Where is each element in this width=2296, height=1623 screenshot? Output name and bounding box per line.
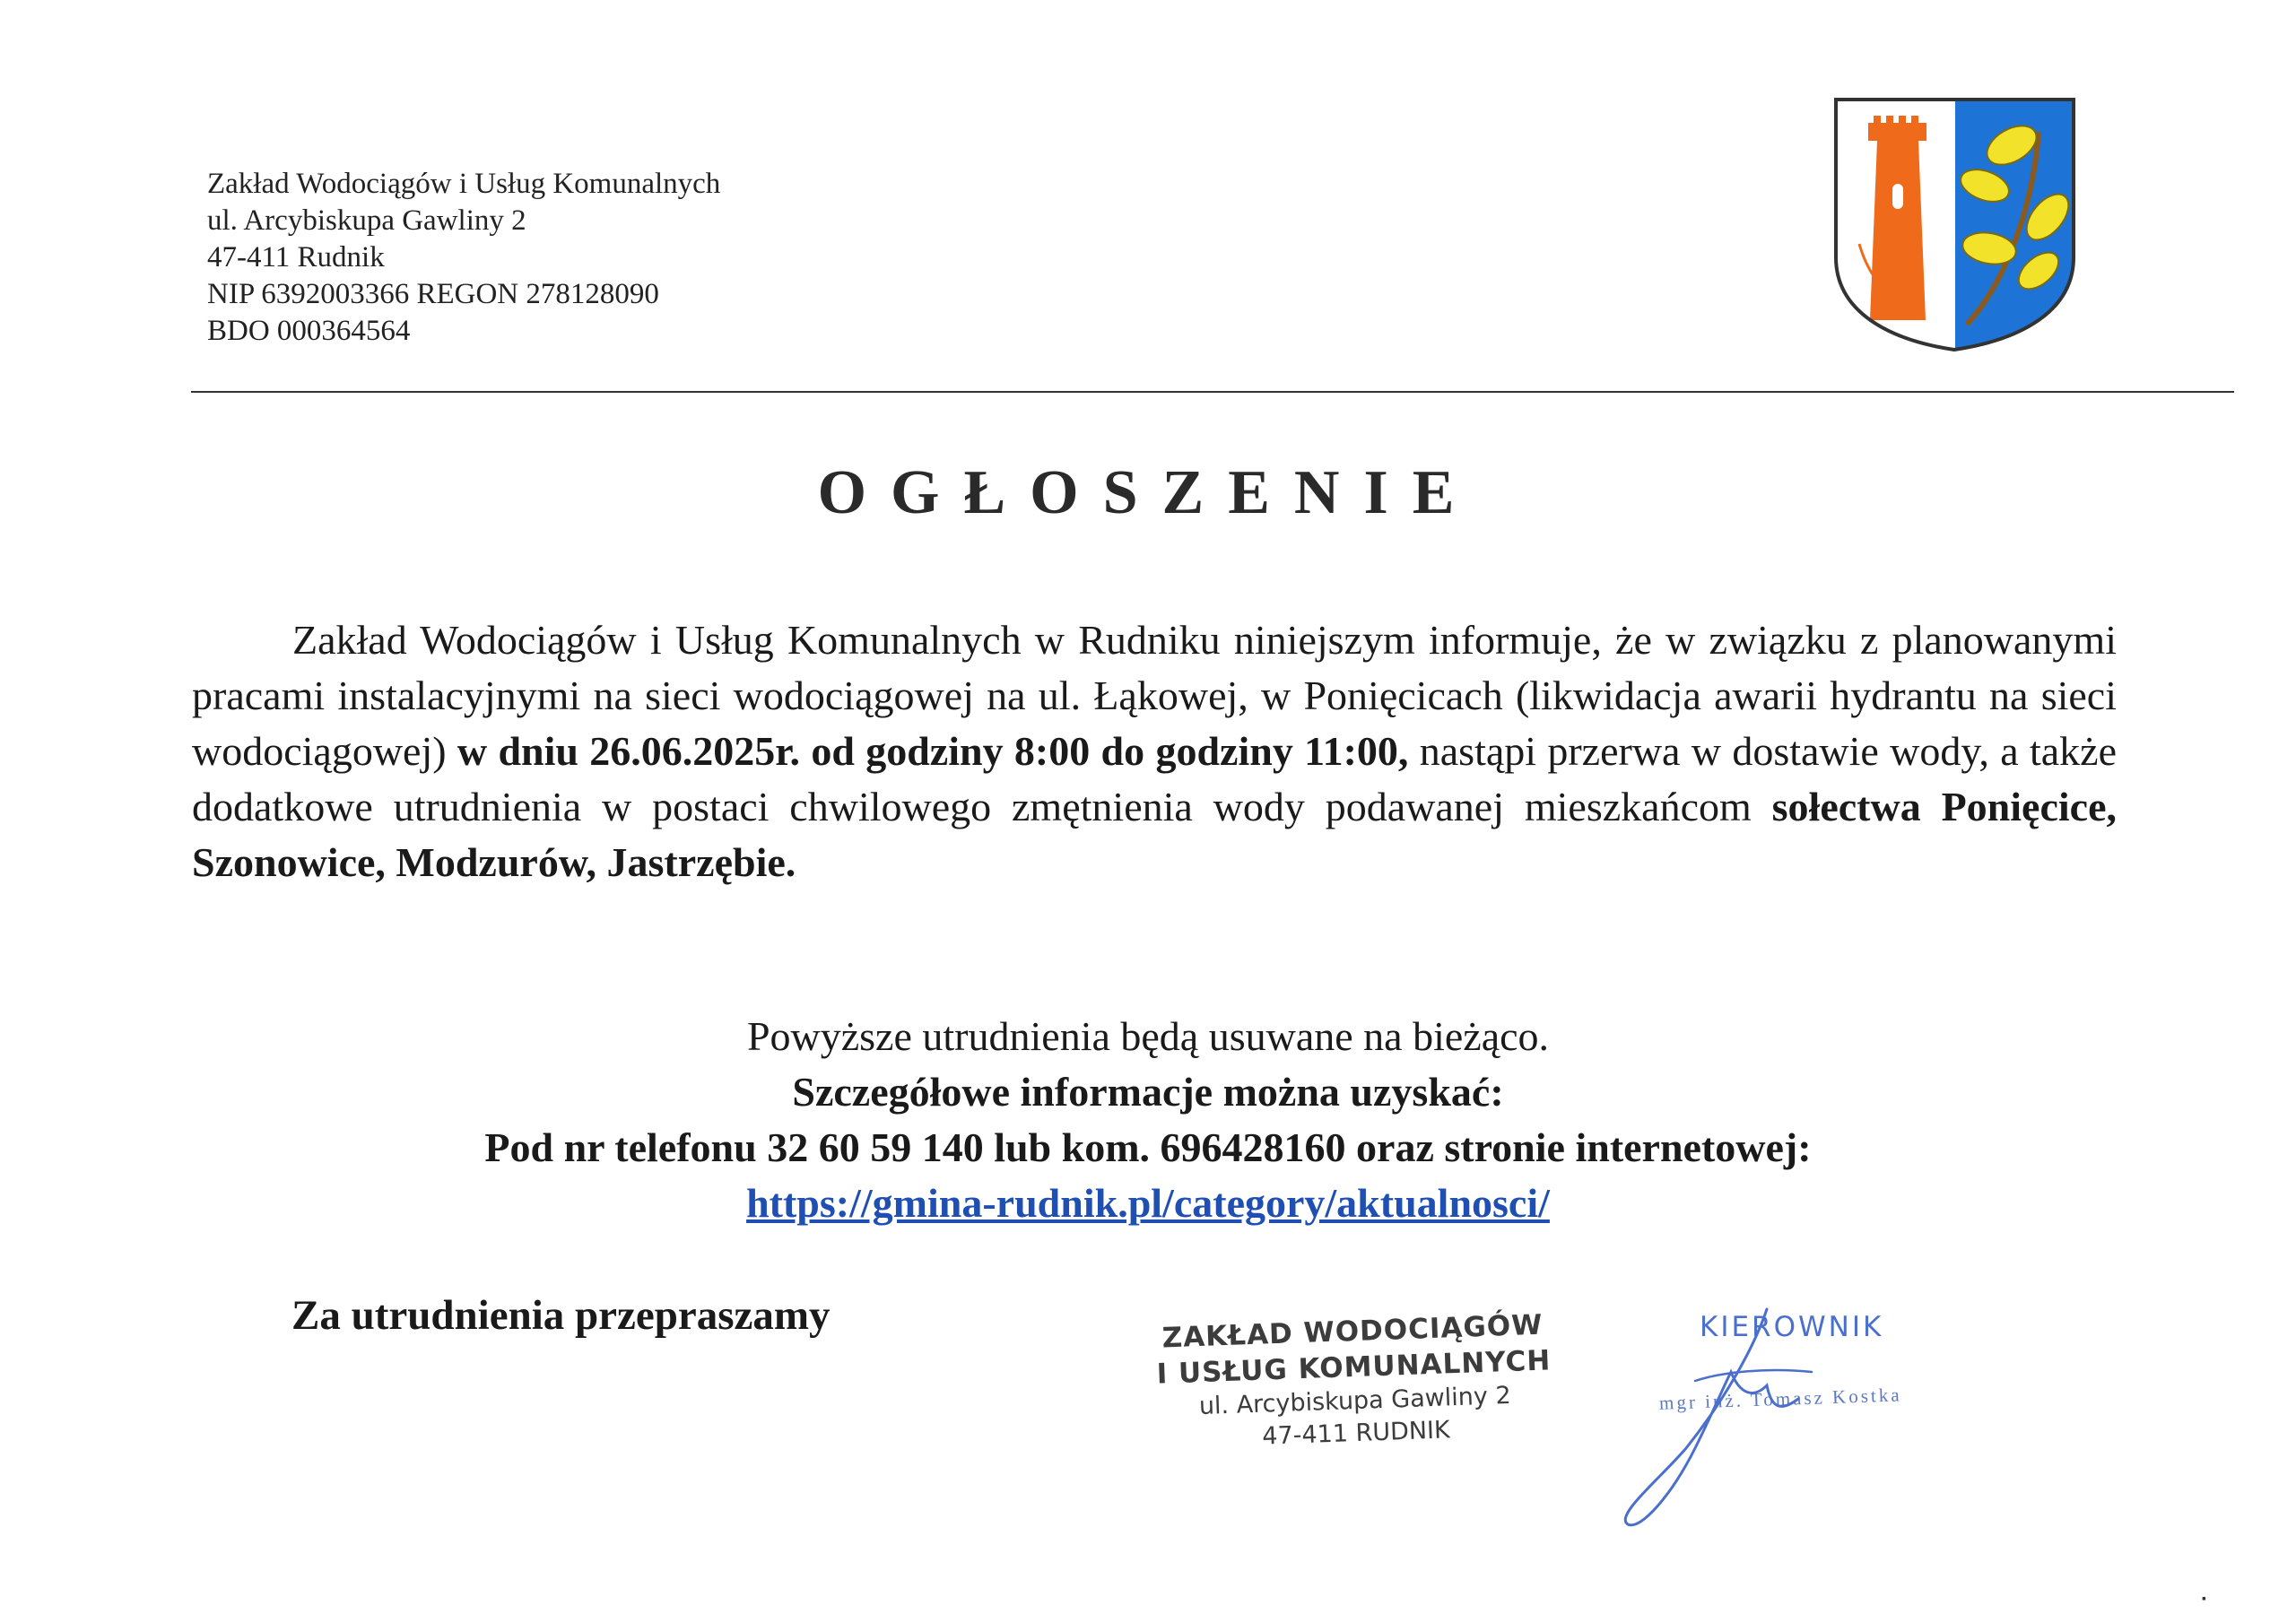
signature-title: KIEROWNIK xyxy=(1700,1311,1884,1343)
info-line-details: Szczegółowe informacje można uzyskać: xyxy=(792,1069,1504,1115)
page-title: OGŁOSZENIE xyxy=(817,458,1479,527)
announcement-text-1: Zakład Wodociągów i Usług Komunalnych w Rudniku niniejszym informuje, że w związku z planowanymi pracami instalacyjnymi na sieci wodociągowej na ul. Łąkowej, w Ponięcicach (likwidacja awarii hydrantu na sieci wodociągowej) xyxy=(192,617,2117,774)
stamp-line-4: 47-411 RUDNIK xyxy=(1261,1416,1451,1451)
company-stamp xyxy=(1154,1306,1553,1456)
stamp-line-2: I USŁUG KOMUNALNYCH xyxy=(1156,1344,1552,1391)
sender-bdo: BDO 000364564 xyxy=(207,315,411,347)
signature-name: mgr inż. Tomasz Kostka xyxy=(1658,1384,1902,1414)
sender-city: 47-411 Rudnik xyxy=(207,241,385,273)
stamp-line-3: ul. Arcybiskupa Gawliny 2 xyxy=(1198,1381,1512,1421)
header-divider xyxy=(191,391,2234,393)
announcement-villages: sołectwa Ponięcice, Szonowice, Modzurów, Jastrzębie. xyxy=(192,784,2117,885)
handwritten-signature-icon xyxy=(1587,1296,1857,1529)
apology-text: Za utrudnienia przepraszamy xyxy=(291,1292,831,1339)
sender-tax-ids: NIP 6392003366 REGON 278128090 xyxy=(207,278,659,310)
info-line-phone: Pod nr telefonu 32 60 59 140 lub kom. 696428160 oraz stronie internetowej: xyxy=(484,1124,1812,1170)
sender-address xyxy=(207,166,720,350)
info-line-ongoing: Powyższe utrudnienia będą usuwane na bieżąco. xyxy=(746,1013,1550,1059)
scan-mark: ▪ xyxy=(2202,1593,2206,1606)
news-link[interactable]: https://gmina-rudnik.pl/category/aktualnosci/ xyxy=(746,1180,1550,1226)
stamp-line-1: ZAKŁAD WODOCIĄGÓW xyxy=(1161,1308,1544,1355)
announcement-date-time: w dniu 26.06.2025r. od godziny 8:00 do godziny 11:00, xyxy=(457,728,1409,774)
contact-info xyxy=(0,1009,2296,1231)
announcement-paragraph xyxy=(192,612,2117,890)
sender-street: ul. Arcybiskupa Gawliny 2 xyxy=(207,204,526,237)
announcement-text-2: nastąpi przerwa w dostawie wody, a także dodatkowe utrudnienia w postaci chwilowego zmętnienia wody podawanej mieszkańcom xyxy=(192,728,2117,829)
coat-of-arms-icon xyxy=(1832,96,2077,353)
sender-name: Zakład Wodociągów i Usług Komunalnych xyxy=(207,168,721,200)
